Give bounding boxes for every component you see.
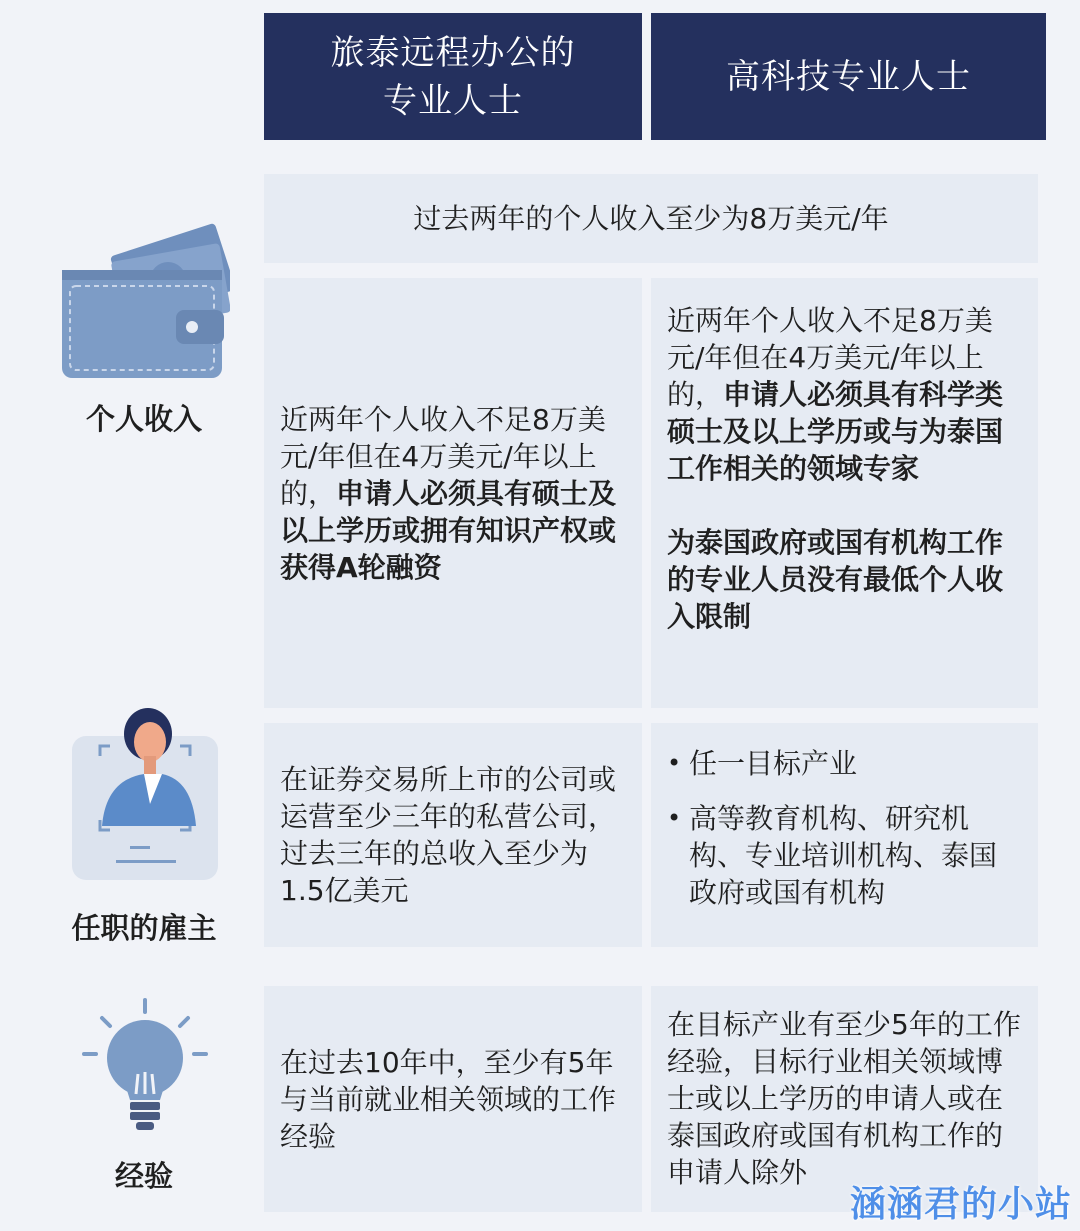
income-col2-note (667, 524, 1022, 635)
column-header-remote-line1: 旅泰远程办公的 (330, 32, 576, 73)
income-col2-bold: 申请人必须具有科学类硕士及以上学历或与为泰国工作相关的领域专家 (667, 378, 1004, 485)
employer-col1-text: 在证券交易所上市的公司或运营至少三年的私营公司，过去三年的总收入至少为1.5亿美元 (280, 763, 617, 907)
income-col2-text (667, 302, 1022, 487)
lightbulb-icon (80, 996, 210, 1136)
wallet-icon (58, 218, 230, 383)
watermark-text: 涵涵君的小站 (849, 1184, 1072, 1225)
column-header-hightech-title: 高科技专业人士 (726, 56, 971, 97)
income-shared-cell (264, 174, 1038, 263)
column-header-hightech-professionals (651, 13, 1046, 140)
employer-col2-item: • 任一目标产业 (667, 745, 1022, 782)
income-col1-text (280, 401, 626, 586)
income-col1-normal: 近两年个人收入不足8万美元/年但在4万美元/年以上的， (280, 402, 606, 510)
experience-col1-text: 在过去10年中，至少有5年与当前就业相关领域的工作经验 (280, 1045, 617, 1153)
employer-col1-cell (264, 723, 642, 947)
experience-label: 经验 (114, 1159, 173, 1193)
employer-col2-cell (651, 723, 1038, 947)
income-col2-cell (651, 278, 1038, 708)
person-profile-icon (72, 708, 218, 880)
experience-col1-cell (264, 986, 642, 1212)
employer-col2-item: • 高等教育机构、研究机构、专业培训机构、泰国政府或国有机构 (667, 800, 1022, 911)
income-col1-bold: 申请人必须具有硕士及以上学历或拥有知识产权或获得A轮融资 (280, 476, 617, 584)
column-header-remote-line2: 专业人士 (383, 80, 523, 121)
experience-col2-text: 在目标产业有至少5年的工作经验，目标行业相关领域博士或以上学历的申请人或在泰国政府或国有机构工作的申请人除外 (667, 1008, 1021, 1189)
employer-col2-list (667, 745, 1022, 911)
income-col2-bold2: 为泰国政府或国有机构工作的专业人员没有最低个人收入限制 (667, 526, 1004, 633)
income-col2-normal: 近两年个人收入不足8万美元/年但在4万美元/年以上的， (667, 304, 993, 411)
employer-label: 任职的雇主 (71, 911, 217, 945)
income-shared-text: 过去两年的个人收入至少为8万美元/年 (413, 202, 889, 235)
income-col1-cell (264, 278, 642, 708)
column-header-remote-professionals (264, 13, 642, 140)
income-label: 个人收入 (85, 402, 202, 436)
